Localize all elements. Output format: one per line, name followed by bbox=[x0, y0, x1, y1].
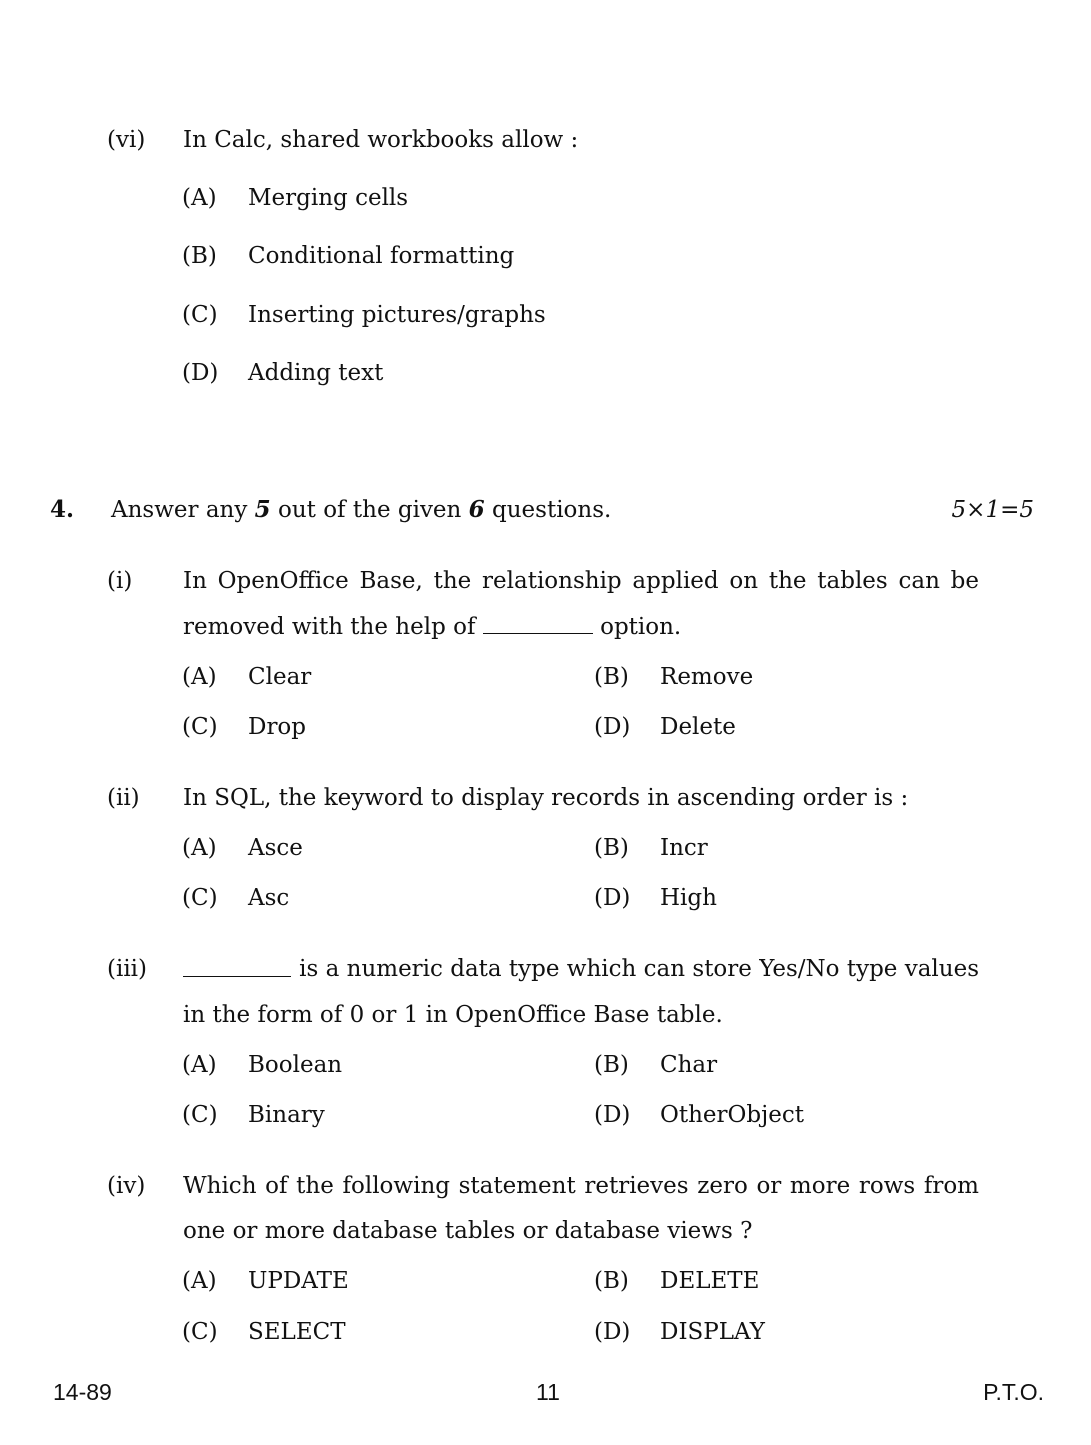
question-4-i-line2: removed with the help of option. bbox=[183, 614, 682, 640]
footer-page-number: 11 bbox=[536, 1379, 560, 1405]
footer-paper-code: 14-89 bbox=[53, 1379, 112, 1405]
q3-vi-option-c-label: (C) bbox=[182, 302, 218, 328]
answer-count: 5 bbox=[254, 496, 271, 523]
question-3-vi-stem: In Calc, shared workbooks allow : bbox=[183, 127, 579, 153]
question-3-vi-number: (vi) bbox=[107, 127, 146, 153]
q4-iii-option-c-text: Binary bbox=[248, 1102, 325, 1128]
q4-i-option-c-label: (C) bbox=[182, 714, 218, 740]
q4-iii-option-d-label: (D) bbox=[594, 1102, 631, 1128]
footer-pto: P.T.O. bbox=[983, 1379, 1044, 1405]
question-4-i-number: (i) bbox=[107, 568, 133, 594]
q3-vi-option-a-text: Merging cells bbox=[248, 185, 409, 211]
q3-vi-option-d-label: (D) bbox=[182, 360, 219, 386]
q4-iv-option-b-text: DELETE bbox=[660, 1268, 760, 1294]
question-4-iii-line2: in the form of 0 or 1 in OpenOffice Base table. bbox=[183, 1002, 723, 1028]
q4-ii-option-a-text: Asce bbox=[248, 835, 303, 861]
question-4-iii-line1: is a numeric data type which can store Yes/No type values bbox=[183, 955, 979, 983]
q4-i-option-d-text: Delete bbox=[660, 714, 736, 740]
fill-in-blank bbox=[183, 958, 291, 977]
question-4-iv-line2: one or more database tables or database views ? bbox=[183, 1218, 753, 1244]
question-4-marks: 5×1=5 bbox=[951, 497, 1034, 523]
q3-vi-option-c-text: Inserting pictures/graphs bbox=[248, 302, 546, 328]
q4-iii-option-c-label: (C) bbox=[182, 1102, 218, 1128]
q4-iii-option-a-label: (A) bbox=[182, 1052, 217, 1078]
q4-iii-option-b-label: (B) bbox=[594, 1052, 629, 1078]
q4-ii-option-c-label: (C) bbox=[182, 885, 218, 911]
q4-iii-option-b-text: Char bbox=[660, 1052, 718, 1078]
q3-vi-option-b-text: Conditional formatting bbox=[248, 243, 515, 269]
q4-iv-option-a-label: (A) bbox=[182, 1268, 217, 1294]
q4-i-option-a-label: (A) bbox=[182, 664, 217, 690]
q4-ii-option-a-label: (A) bbox=[182, 835, 217, 861]
q4-ii-option-b-label: (B) bbox=[594, 835, 629, 861]
q3-vi-option-a-label: (A) bbox=[182, 185, 217, 211]
question-4-ii-number: (ii) bbox=[107, 785, 140, 811]
q3-vi-option-d-text: Adding text bbox=[248, 360, 384, 386]
question-4-iv-line1: Which of the following statement retrieves zero or more rows from bbox=[183, 1173, 979, 1199]
q4-iv-option-b-label: (B) bbox=[594, 1268, 629, 1294]
q4-iv-option-c-text: SELECT bbox=[248, 1319, 346, 1345]
question-4-iv-number: (iv) bbox=[107, 1173, 146, 1199]
q4-i-option-a-text: Clear bbox=[248, 664, 312, 690]
q4-ii-option-c-text: Asc bbox=[248, 885, 290, 911]
q4-ii-option-d-label: (D) bbox=[594, 885, 631, 911]
q4-i-option-b-text: Remove bbox=[660, 664, 754, 690]
question-4-ii-line1: In SQL, the keyword to display records in ascending order is : bbox=[183, 785, 909, 811]
q4-ii-option-b-text: Incr bbox=[660, 835, 708, 861]
question-4-iii-number: (iii) bbox=[107, 956, 148, 982]
question-4-i-line1: In OpenOffice Base, the relationship applied on the tables can be bbox=[183, 568, 979, 594]
q4-iii-option-d-text: OtherObject bbox=[660, 1102, 804, 1128]
q3-vi-option-b-label: (B) bbox=[182, 243, 217, 269]
q4-iv-option-c-label: (C) bbox=[182, 1319, 218, 1345]
q4-iv-option-d-label: (D) bbox=[594, 1319, 631, 1345]
q4-i-option-d-label: (D) bbox=[594, 714, 631, 740]
q4-i-option-c-text: Drop bbox=[248, 714, 307, 740]
q4-i-option-b-label: (B) bbox=[594, 664, 629, 690]
question-4-number: 4. bbox=[50, 496, 75, 523]
q4-iii-option-a-text: Boolean bbox=[248, 1052, 343, 1078]
q4-iv-option-a-text: UPDATE bbox=[248, 1268, 349, 1294]
q4-iv-option-d-text: DISPLAY bbox=[660, 1319, 765, 1345]
question-count: 6 bbox=[468, 496, 485, 523]
q4-ii-option-d-text: High bbox=[660, 885, 717, 911]
question-4-instruction: Answer any 5 out of the given 6 questions. bbox=[111, 496, 612, 523]
fill-in-blank bbox=[483, 615, 593, 634]
